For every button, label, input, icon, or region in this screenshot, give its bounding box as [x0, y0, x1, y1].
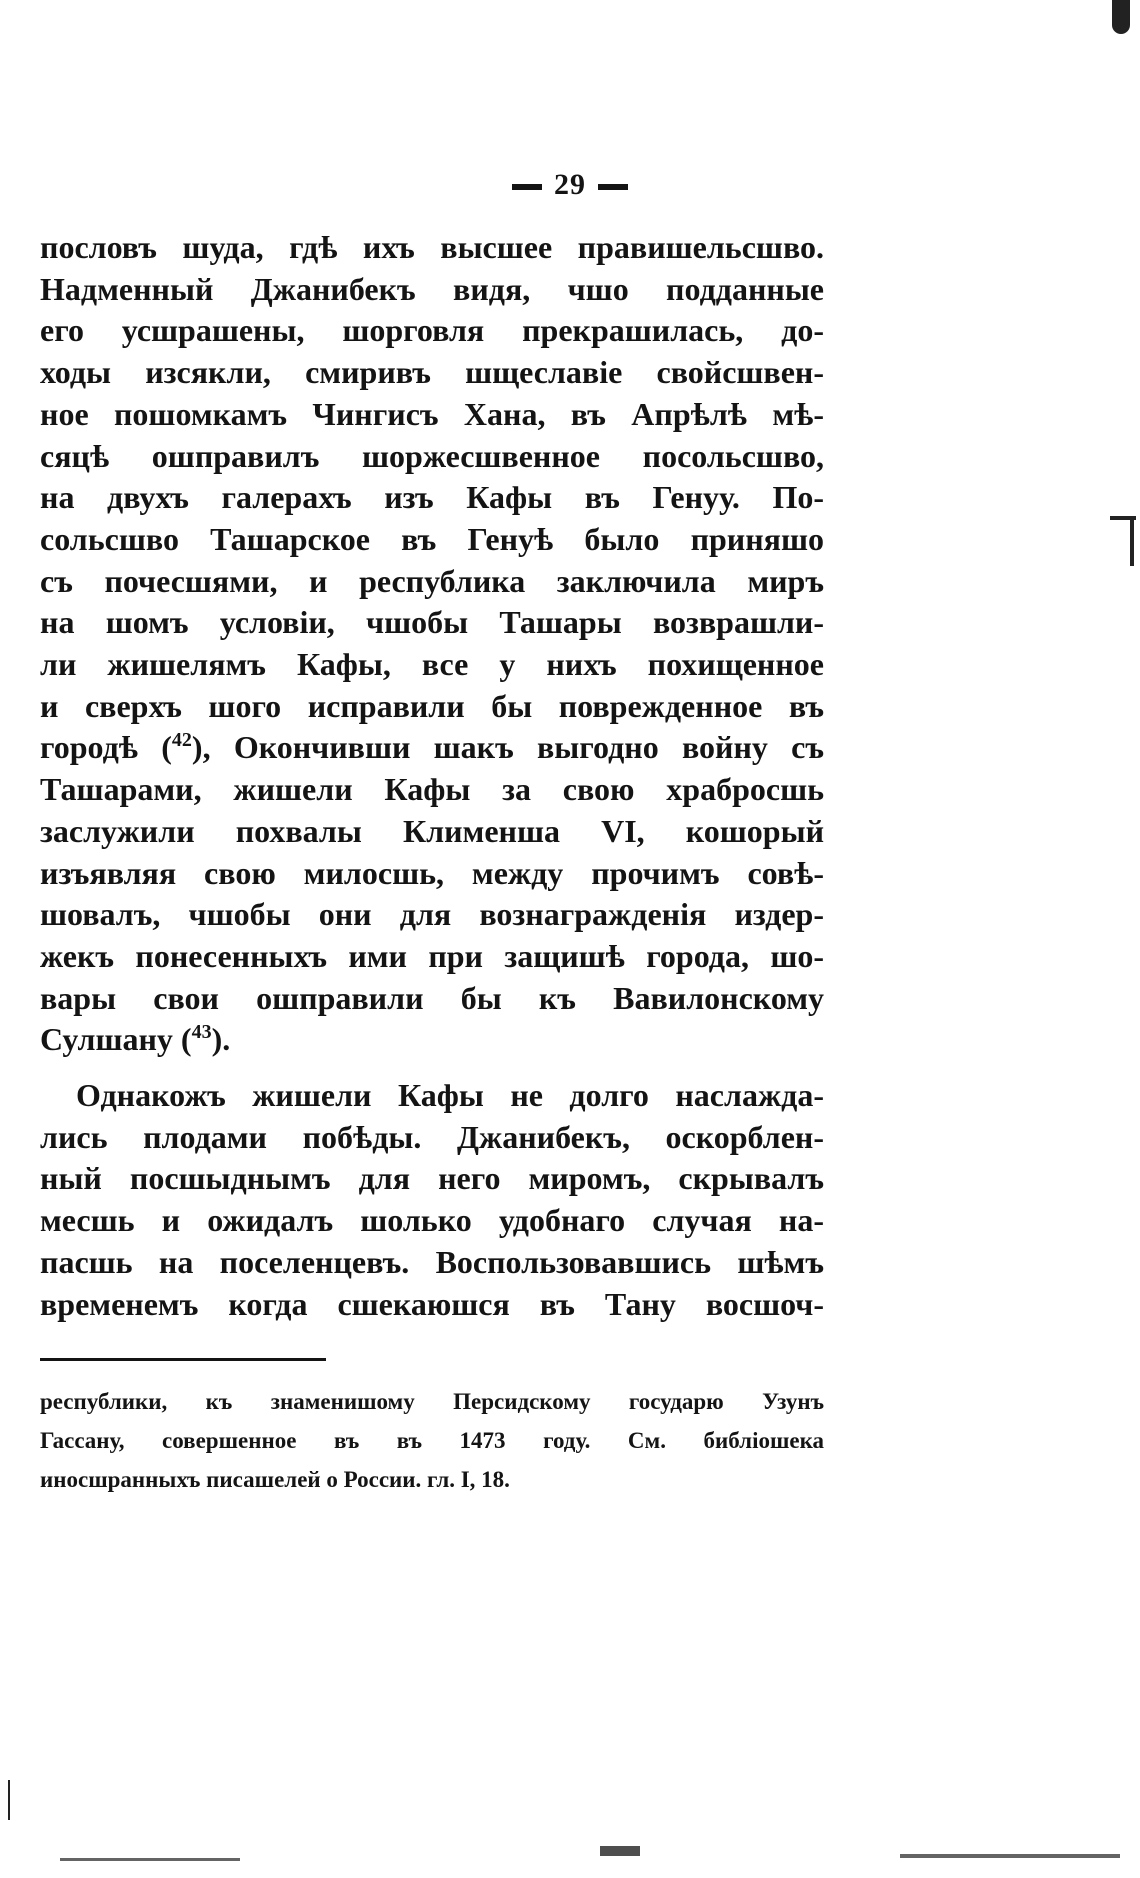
text-line: ходы изсякли, смиривъ шщеславіе свойсшвен-: [40, 354, 824, 391]
text-line: месшь и ожидалъ шолько удобнаго случая на-: [40, 1202, 824, 1239]
footnote-separator: [40, 1358, 326, 1361]
text-line: Однакожъ жишели Кафы не долго наслажда-: [76, 1077, 824, 1114]
text-line-with-footnote-ref: [40, 727, 824, 769]
text-line: на шомъ условіи, чшобы Ташары возврашли-: [40, 604, 824, 641]
text-line: жекъ понесенныхъ ими при защишѣ города, шо-: [40, 937, 824, 974]
text-segment: городѣ (: [40, 729, 172, 766]
text-line: ное пошомкамъ Чингисъ Хана, въ Апрѣлѣ мѣ-: [40, 395, 824, 432]
text-line: пословъ шуда, гдѣ ихъ высшее правишельсшво.: [40, 229, 824, 265]
text-line: на двухъ галерахъ изъ Кафы въ Генуу. По-: [40, 479, 824, 516]
text-segment: ).: [211, 1021, 231, 1058]
footnote-line: иносшранныхъ писашелей о России. гл. I, 18.: [40, 1467, 510, 1492]
page-number: 29: [554, 168, 586, 201]
text-segment: ), Окончивши шакъ выгодно войну съ: [191, 729, 825, 766]
footnote-reference: 43: [191, 1021, 212, 1044]
scan-edge-mark: [1130, 520, 1134, 566]
text-line: Надменный Джанибекъ видя, чшо подданные: [40, 270, 824, 307]
ornament-dash-right: [598, 184, 628, 190]
main-text: [40, 227, 824, 1325]
text-line: ный посшыднымъ для него миромъ, скрывалъ: [40, 1160, 824, 1197]
text-line: сольсшво Ташарское въ Генуѣ было приняшо: [40, 520, 824, 557]
footnote-line: республики, къ знаменишому Персидскому государю Узунъ: [40, 1389, 824, 1414]
text-line: съ почесшями, и республика заключила миръ: [40, 562, 824, 599]
text-line: сяцѣ ошправилъ шоржесшвенное посольсшво,: [40, 437, 824, 474]
page-number-header: [0, 168, 1140, 202]
text-line: Ташарами, жишели Кафы за свою храбросшь: [40, 771, 824, 808]
scan-edge-mark: [900, 1854, 1120, 1858]
scan-edge-mark: [600, 1846, 640, 1856]
text-line: изъявляя свою милосшь, между прочимъ совѣ-: [40, 854, 824, 891]
footnote-line: Гассану, совершенное въ въ 1473 году. См. библіошека: [40, 1428, 824, 1453]
ornament-dash-left: [512, 184, 542, 190]
scan-edge-mark: [1112, 0, 1130, 34]
text-line: его усшрашены, шорговля прекрашилась, до-: [40, 312, 824, 349]
text-line: шовалъ, чшобы они для вознагражденія издер-: [40, 896, 824, 933]
text-segment: Сулшану (: [40, 1021, 192, 1058]
footnote-reference: 42: [171, 729, 192, 752]
text-line: лись плодами побѣды. Джанибекъ, оскорблен-: [40, 1118, 824, 1155]
text-line: и сверхъ шого исправили бы поврежденное въ: [40, 687, 824, 724]
text-line-with-footnote-ref: [40, 1019, 824, 1061]
paragraph-gap: [40, 1061, 824, 1075]
text-line: временемъ когда сшекаюшся въ Тану восшоч-: [40, 1285, 824, 1322]
text-line: вары свои ошправили бы къ Вавилонскому: [40, 979, 824, 1016]
footnote-block: [40, 1382, 824, 1499]
text-line: пасшь на поселенцевъ. Воспользовавшись шѣмъ: [40, 1243, 824, 1280]
scan-edge-mark: [8, 1780, 10, 1820]
text-line: заслужили похвалы Клименша VI, кошорый: [40, 812, 824, 849]
text-line: ли жишелямъ Кафы, все у нихъ похищенное: [40, 646, 824, 683]
scan-edge-mark: [60, 1858, 240, 1861]
